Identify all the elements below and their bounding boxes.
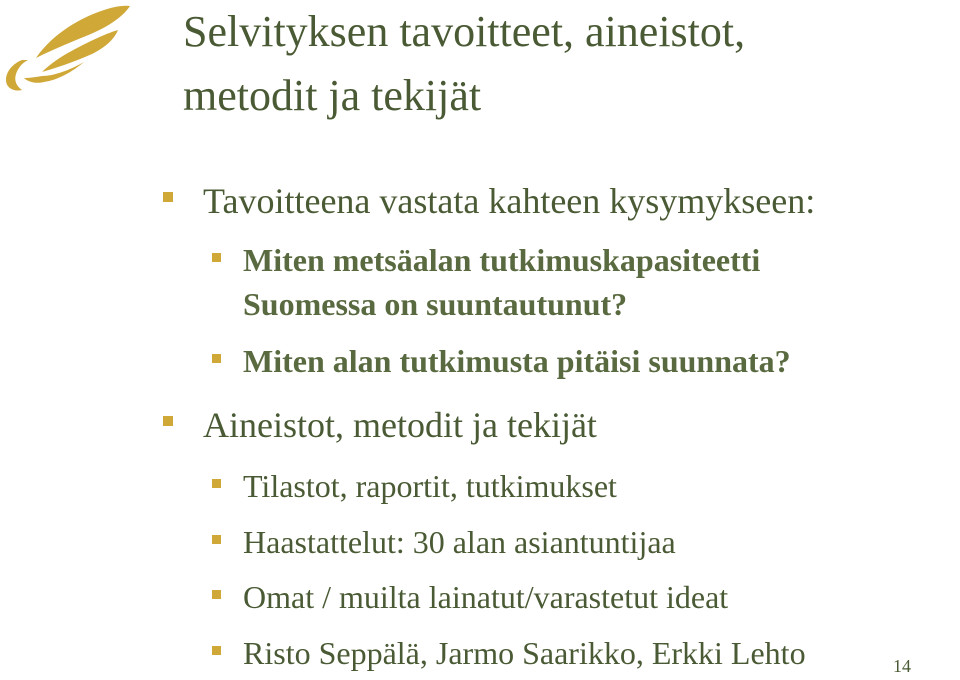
square-bullet-icon xyxy=(212,590,221,599)
sub-bullet-authors xyxy=(212,635,806,672)
square-bullet-icon xyxy=(163,416,173,426)
sub-bullet-question-1-line1: Miten metsäalan tutkimuskapasiteetti xyxy=(243,242,761,278)
sub-bullet-ideas-text: Omat / muilta lainatut/varastetut ideat xyxy=(243,579,729,615)
sub-bullet-interviews xyxy=(212,524,676,561)
title-line-1: Selvityksen tavoitteet, aineistot, xyxy=(183,7,746,56)
bullet-materials xyxy=(163,404,597,446)
slide-title xyxy=(183,0,745,128)
sub-bullet-statistics xyxy=(212,468,617,505)
bullet-objectives xyxy=(163,180,815,222)
square-bullet-icon xyxy=(212,479,221,488)
wing-logo-icon xyxy=(0,0,140,100)
page-number: 14 xyxy=(893,656,911,676)
title-line-2: metodit ja tekijät xyxy=(183,71,482,120)
bullet-objectives-text: Tavoitteena vastata kahteen kysymykseen: xyxy=(203,181,816,221)
sub-bullet-question-2-text: Miten alan tutkimusta pitäisi suunnata? xyxy=(243,343,791,379)
sub-bullet-question-1 xyxy=(212,242,760,279)
sub-bullet-authors-text: Risto Seppälä, Jarmo Saarikko, Erkki Lehto xyxy=(243,635,806,671)
sub-bullet-interviews-text: Haastattelut: 30 alan asiantuntijaa xyxy=(243,524,676,560)
sub-bullet-ideas xyxy=(212,579,728,616)
bullet-materials-text: Aineistot, metodit ja tekijät xyxy=(203,405,597,445)
sub-bullet-statistics-text: Tilastot, raportit, tutkimukset xyxy=(243,468,617,504)
square-bullet-icon xyxy=(163,192,173,202)
square-bullet-icon xyxy=(212,253,221,262)
square-bullet-icon xyxy=(212,535,221,544)
sub-bullet-question-1-line2: Suomessa on suuntautunut? xyxy=(243,286,628,322)
sub-bullet-question-2 xyxy=(212,343,791,380)
square-bullet-icon xyxy=(212,354,221,363)
square-bullet-icon xyxy=(212,646,221,655)
